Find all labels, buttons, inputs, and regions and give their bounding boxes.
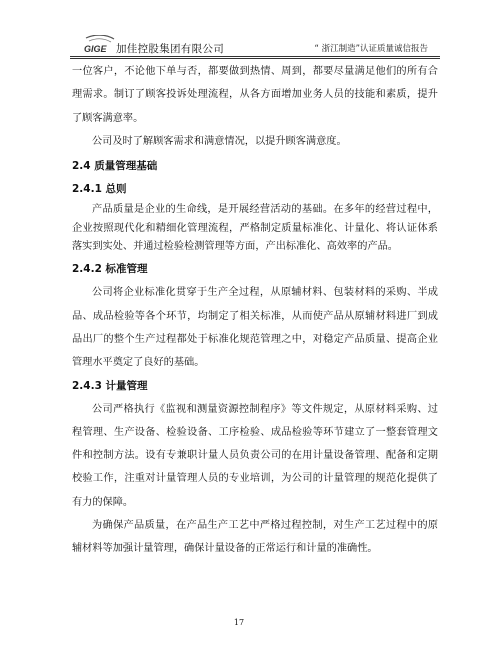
report-title: “ 浙江制造”认证质量诚信报告 bbox=[314, 44, 428, 54]
heading-general: 2.4.1 总则 bbox=[72, 183, 127, 196]
paragraph-customer-service: 一位客户，不论他下单与否，都要做到热情、周到，都要尽量满足他们的所有合理需求。制订了顾客投诉处理流程，从各方面增加业务人员的技能和素质，提升了顾客满意率。 bbox=[72, 66, 438, 124]
header-rule-top bbox=[70, 56, 440, 57]
heading-standards: 2.4.2 标准管理 bbox=[72, 263, 148, 276]
company-name: 加佳控股集团有限公司 bbox=[116, 43, 224, 55]
heading-metrology: 2.4.3 计量管理 bbox=[72, 379, 148, 392]
page-header bbox=[58, 30, 428, 56]
paragraph-standards: 公司将企业标准化贯穿于生产全过程，从原辅材料、包装材料的采购、半成品、成品检验等各个环节，均制定了相关标准，从而使产品从原辅材料进厂到成品出厂的整个生产过程都处于标准化规范管理之中，对稳定产品质量、提高企业管理水平奠定了良好的基础。 bbox=[72, 287, 438, 369]
logo-text: GIGE bbox=[84, 44, 107, 54]
paragraph-process-control: 为确保产品质量，在产品生产工艺中严格过程控制，对生产工艺过程中的原辅材料等加强计量管理，确保计量设备的正常运行和计量的准确性。 bbox=[72, 520, 438, 555]
page-number: 17 bbox=[233, 618, 245, 627]
paragraph-metrology: 公司严格执行《监视和测量资源控制程序》等文件规定，从原材料采购、过程管理、生产设备、检验设备、工序检验、成品检验等环节建立了一整套管理文件和控制方法。设有专兼职计量人员负责公司的在用计量设备管理、配备和定期校验工作，注重对计量管理人员的专业培训，为公司的计量管理的规范化提供了有力的保障。 bbox=[72, 403, 438, 508]
header-rule-bottom bbox=[70, 58, 440, 59]
paragraph-satisfaction: 公司及时了解顾客需求和满意情况，以提升顾客满意度。 bbox=[92, 135, 347, 147]
heading-quality-basis: 2.4 质量管理基础 bbox=[72, 160, 158, 173]
company-logo bbox=[80, 35, 120, 55]
paragraph-general: 产品质量是企业的生命线，是开展经营活动的基础。在多年的经营过程中，企业按照现代化和精细化管理流程，严格制定质量标准化、计量化、将认证体系落实到实处、并通过检验检测管理等方面，产出标准化、高效率的产品。 bbox=[72, 204, 438, 252]
document-body bbox=[72, 60, 438, 561]
